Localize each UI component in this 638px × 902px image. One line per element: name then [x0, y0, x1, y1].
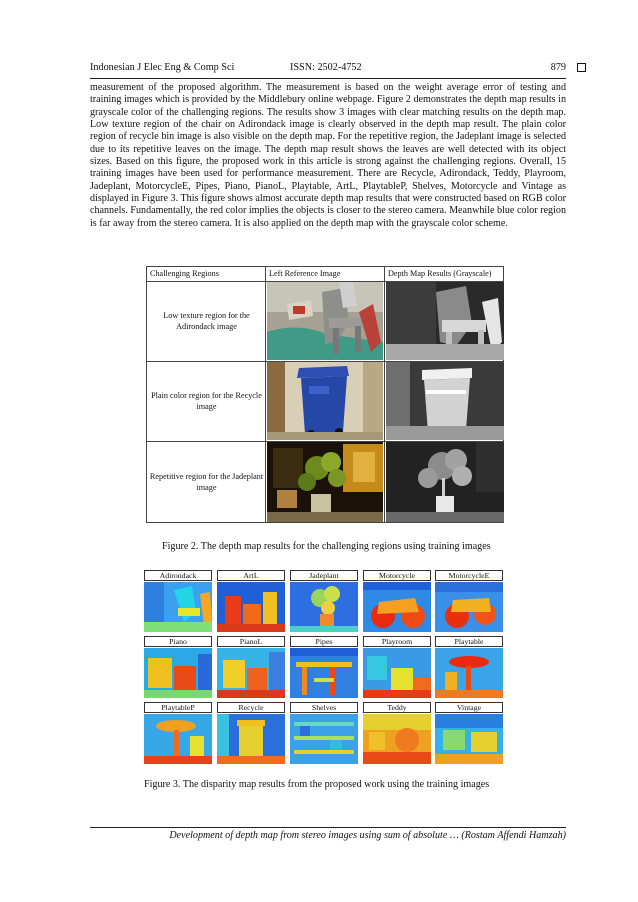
disparity-map-pipes — [290, 648, 358, 698]
disparity-label: Teddy — [363, 702, 431, 713]
figure-2-caption: Figure 2. The depth map results for the challenging regions using training images — [162, 541, 491, 552]
disparity-map-vintage — [435, 714, 503, 764]
recycle-depth-map — [386, 362, 504, 440]
table-divider — [384, 267, 385, 522]
disparity-cell-playtablep — [144, 702, 212, 764]
recycle-left-image — [267, 362, 383, 440]
disparity-map-playtable — [435, 648, 503, 698]
disparity-cell-teddy — [363, 702, 431, 764]
disparity-map-recycle — [217, 714, 285, 764]
row-label-adirondack: Low texture region for the Adirondack image — [163, 311, 250, 331]
disparity-cell-pianol — [217, 636, 285, 698]
disparity-label: Jadeplant — [290, 570, 358, 581]
disparity-map-motorcyclee — [435, 582, 503, 632]
disparity-label: PlaytableP — [144, 702, 212, 713]
disparity-label: Motorcycle — [363, 570, 431, 581]
checkbox-glyph-icon — [577, 63, 586, 72]
disparity-cell-recycle — [217, 702, 285, 764]
page-number: 879 — [550, 62, 566, 73]
disparity-label: ArtL — [217, 570, 285, 581]
jadeplant-depth-map — [386, 442, 504, 522]
jadeplant-left-image — [267, 442, 383, 522]
disparity-map-shelves — [290, 714, 358, 764]
disparity-label: Shelves — [290, 702, 358, 713]
figure-2-table — [146, 266, 504, 523]
disparity-cell-piano — [144, 636, 212, 698]
disparity-map-motorcycle — [363, 582, 431, 632]
disparity-cell-artl — [217, 570, 285, 632]
disparity-label: Playtable — [435, 636, 503, 647]
disparity-cell-jadeplant — [290, 570, 358, 632]
disparity-cell-vintage — [435, 702, 503, 764]
journal-name: Indonesian J Elec Eng & Comp Sci — [90, 62, 235, 73]
body-paragraph: measurement of the proposed algorithm. The measurement is based on the weight average error of testing and training images which is provided by the Middlebury online webpage. Figure 2 demonstrates the depth map results in grayscale color of the challenging regions. The results show 3 images with clear matching results on the depth map. Low texture region of the chair on Adirondack image is clearly observed in the depth map result. The plain color region of recycle bin image is also visible on the depth map. For the repetitive region, the Jadeplant image is selected due to its repetitive leaves on the image. The depth map result shows the leaves are well detected with its object sizes. Based on this figure, the proposed work in this article is strong against the challenging regions. Overall, 15 training images have been used for performance measurement. There are Recycle, Adirondack, Teddy, Playroom, Jadeplant, MotorcycleE, Pipes, Piano, PianoL, Playtable, ArtL, PlaytableP, Shelves, Motorcycle and Vintage as displayed in Figure 3. This figure shows almost accurate depth map results that were constructed based on RGB color channels. Fundamentally, the red color implies the objects is closer to the stereo camera. Meanwhile blue color region is far away from the stereo camera. It is also applied on the depth map with the grayscale color scheme. — [90, 82, 566, 229]
adirondack-left-image — [267, 282, 383, 360]
running-footer: Development of depth map from stereo images using sum of absolute … (Rostam Affendi Hamzah) — [169, 830, 566, 841]
running-header — [90, 62, 566, 79]
disparity-cell-adirondack — [144, 570, 212, 632]
adirondack-depth-map — [386, 282, 504, 360]
issn: ISSN: 2502-4752 — [290, 62, 362, 73]
disparity-map-piano — [144, 648, 212, 698]
disparity-map-playtablep — [144, 714, 212, 764]
disparity-label: Recycle — [217, 702, 285, 713]
disparity-map-artl — [217, 582, 285, 632]
disparity-label: Adirondack — [144, 570, 212, 581]
figure-3-grid — [144, 570, 503, 765]
disparity-cell-playtable — [435, 636, 503, 698]
disparity-map-teddy — [363, 714, 431, 764]
disparity-cell-pipes — [290, 636, 358, 698]
disparity-label: Pipes — [290, 636, 358, 647]
figure-2-header-row — [147, 267, 503, 282]
disparity-cell-playroom — [363, 636, 431, 698]
column-header-left-image: Left Reference Image — [269, 269, 341, 278]
disparity-map-jadeplant — [290, 582, 358, 632]
footer-rule — [90, 827, 566, 828]
disparity-label: Playroom — [363, 636, 431, 647]
row-label-recycle: Plain color region for the Recycle image — [151, 391, 262, 411]
column-header-regions: Challenging Regions — [150, 269, 219, 278]
disparity-map-pianol — [217, 648, 285, 698]
disparity-label: MotorcycleE — [435, 570, 503, 581]
disparity-map-adirondack — [144, 582, 212, 632]
disparity-map-playroom — [363, 648, 431, 698]
column-header-depth-map: Depth Map Results (Grayscale) — [388, 269, 492, 278]
disparity-cell-motorcycle — [363, 570, 431, 632]
disparity-label: Piano — [144, 636, 212, 647]
disparity-label: PianoL — [217, 636, 285, 647]
disparity-cell-shelves — [290, 702, 358, 764]
row-label-jadeplant: Repetitive region for the Jadeplant image — [149, 472, 264, 492]
figure-3-caption: Figure 3. The disparity map results from the proposed work using the training images — [144, 779, 490, 790]
disparity-cell-motorcyclee — [435, 570, 503, 632]
disparity-label: Vintage — [435, 702, 503, 713]
